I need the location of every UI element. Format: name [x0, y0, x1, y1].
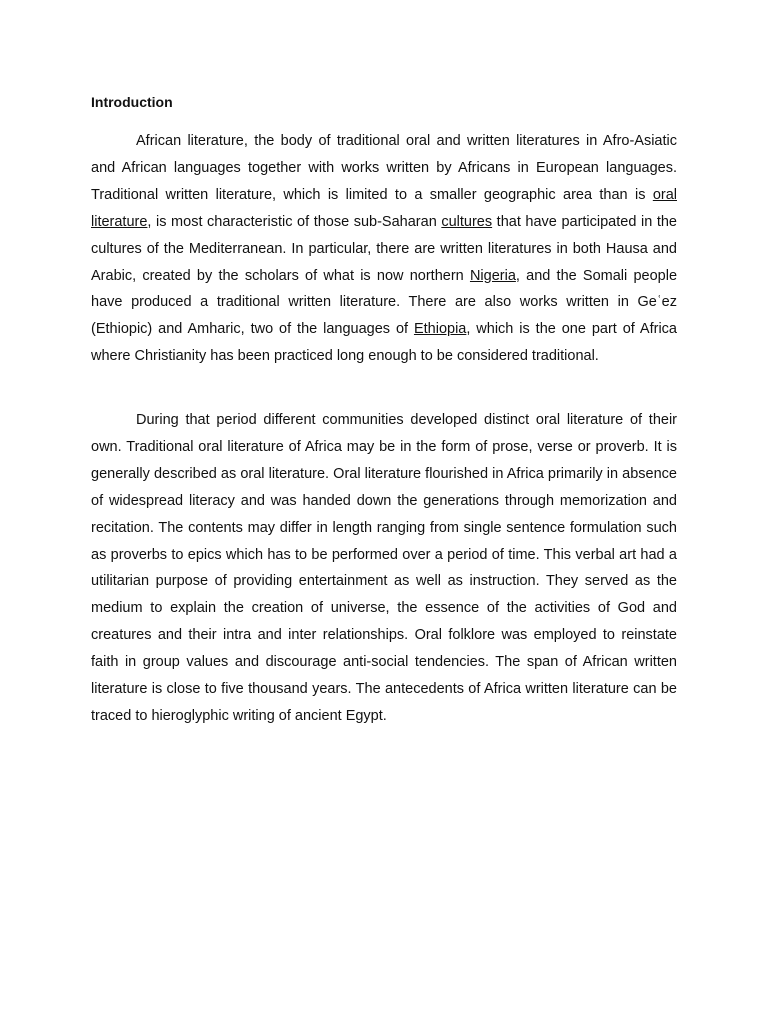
paragraph-1 — [91, 128, 677, 370]
oral-literature-link[interactable]: oral literature — [91, 186, 677, 230]
paragraph-1-text-2: , is most characteristic of those sub-Saharan — [147, 213, 442, 230]
paragraph-2: During that period different communities developed distinct oral literature of their own. Traditional oral literature of Africa may be in the form of prose, verse or proverb. It is generally described as oral literature. Oral literature flourished in Africa primarily in absence of widespread literacy and was handed down the generations through memorization and recitation. The contents may differ in length ranging from single sentence formulation such as proverbs to epics which has to be performed over a period of time. This verbal art had a utilitarian purpose of providing entertainment as well as instruction. They served as the medium to explain the creation of universe, the essence of the activities of God and creatures and their intra and inter relationships. Oral folklore was employed to reinstate faith in group values and discourage anti-social tendencies. The span of African written literature is close to five thousand years. The antecedents of Africa written literature can be traced to hieroglyphic writing of ancient Egypt. — [91, 412, 677, 724]
paragraph-1-text-1: African literature, the body of traditional oral and written literatures in Afro-Asiatic and African languages together with works written by Africans in European languages. Traditional written literature, which is limited to a smaller geographic area than is — [91, 133, 677, 203]
section-heading: Introduction — [91, 94, 173, 110]
paragraph-1-text-3: that have participated in the cultures of the Mediterranean. In particular, there are written literatures in both Hausa and Arabic, created by the scholars of what is now northern — [91, 213, 677, 284]
ethiopia-link[interactable]: Ethiopia — [413, 321, 467, 338]
cultures-link[interactable]: cultures — [441, 213, 493, 230]
paragraph-1-text-5: , which is the one part of Africa where Christianity has been practiced long enough to be considered traditional. — [91, 321, 677, 365]
paragraph-1-text-4: , and the Somali people have produced a traditional written literature. There are also works written in Geʿez (Ethiopic) and Amharic, two of the languages of — [91, 267, 678, 338]
nigeria-link[interactable]: Nigeria — [469, 267, 516, 284]
